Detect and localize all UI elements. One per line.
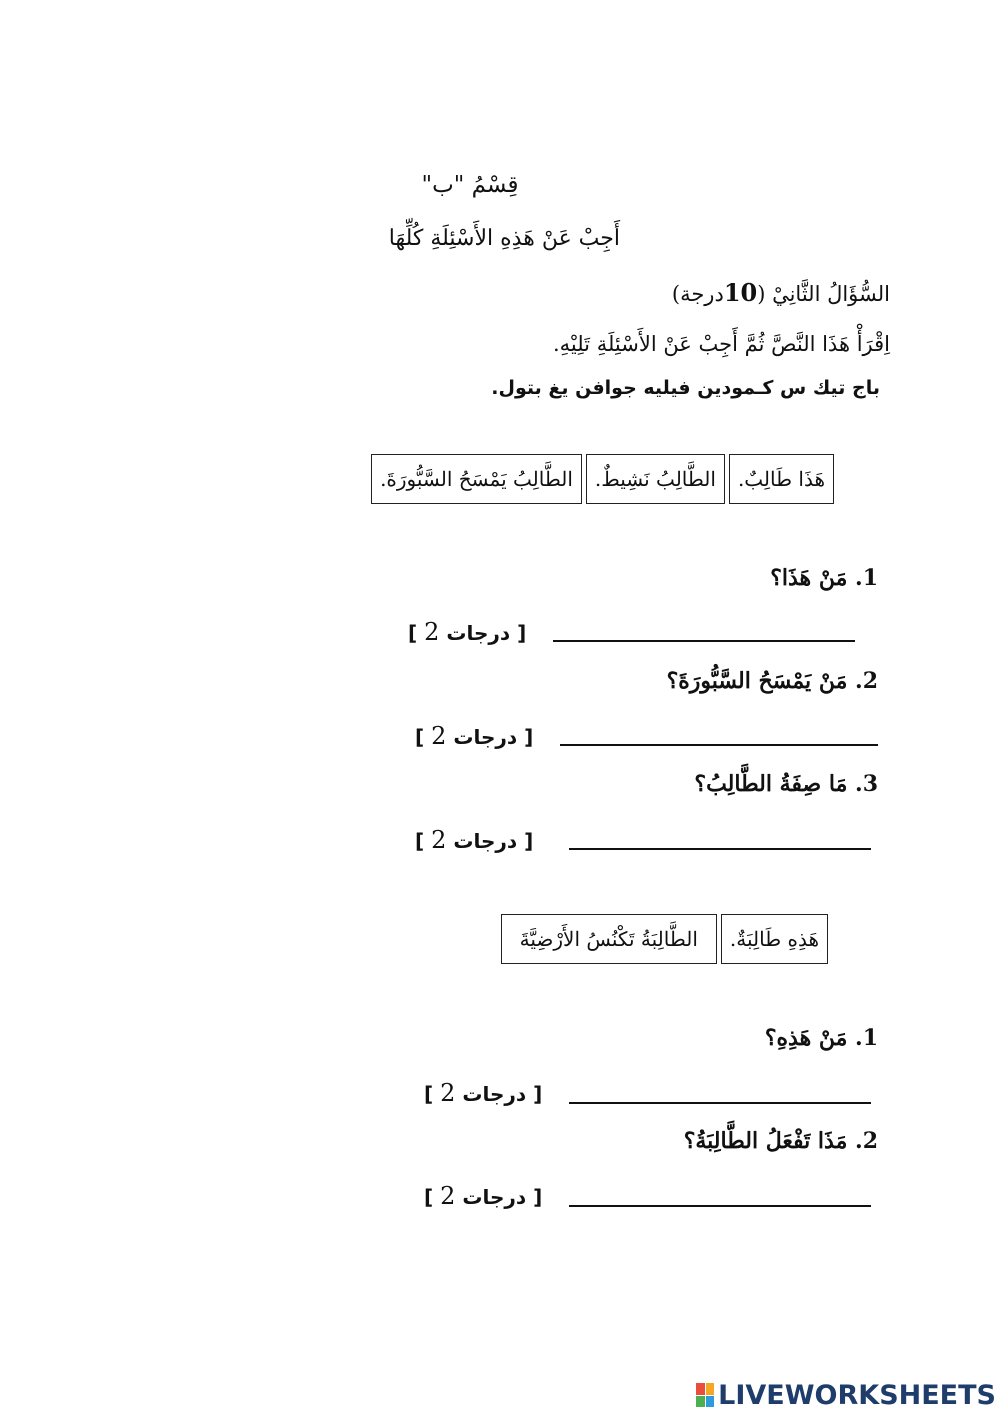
marks-word: درجات xyxy=(453,725,518,749)
answer-field[interactable] xyxy=(560,744,878,746)
question-heading-label: السُّؤَالُ الثَّانِيْ ( xyxy=(757,282,890,306)
question-1-1: 1. مَنْ هَذَا؟ xyxy=(770,565,878,591)
question-heading xyxy=(560,278,890,307)
passage-1-sentence: هَذَا طَالِبٌ. xyxy=(729,454,834,504)
marks-number: 2 xyxy=(440,1182,456,1210)
malay-instruction: باج تيك س كـمودين فيليه جوافن يغ بتول. xyxy=(491,377,880,399)
answer-field[interactable] xyxy=(569,1205,871,1207)
logo-text: LIVEWORKSHEETS xyxy=(718,1379,996,1411)
marks-label: [ درجات 2 ] xyxy=(415,722,534,750)
marks-label: [ درجات 2 ] xyxy=(415,826,534,854)
question-1-2: 2. مَنْ يَمْسَحُ السَّبُّورَةَ؟ xyxy=(666,668,878,694)
general-instruction: أَجِبْ عَنْ هَذِهِ الأَسْئِلَةِ كُلِّهَا xyxy=(388,226,620,251)
marks-word: درجات xyxy=(453,829,518,853)
passage-2-sentence: الطَّالِبَةُ تَكْنُسُ الأَرْضِيَّةَ xyxy=(501,914,717,964)
liveworksheets-logo[interactable] xyxy=(696,1377,996,1413)
answer-field[interactable] xyxy=(569,848,871,850)
question-1-3: 3. مَا صِفَةُ الطَّالِبُ؟ xyxy=(694,771,878,797)
question-2-1: 1. مَنْ هَذِهِ؟ xyxy=(764,1025,878,1051)
passage-1-sentence: الطَّالِبُ يَمْسَحُ السَّبُّورَةَ. xyxy=(371,454,582,504)
marks-number: 2 xyxy=(431,826,447,854)
marks-number: 2 xyxy=(424,618,440,646)
section-title: قِسْمُ "ب" xyxy=(421,172,519,198)
marks-word: درجات xyxy=(446,621,511,645)
question-text: مَذَا تَفْعَلُ الطَّالِبَةُ؟ xyxy=(683,1128,848,1154)
question-text: مَنْ هَذِهِ؟ xyxy=(764,1025,848,1051)
question-number: 3 xyxy=(862,771,878,797)
question-text: مَنْ يَمْسَحُ السَّبُّورَةَ؟ xyxy=(666,668,848,694)
passage-2 xyxy=(501,914,828,964)
marks-number: 2 xyxy=(431,722,447,750)
question-number: 1 xyxy=(862,1025,878,1051)
marks-label: [ درجات 2 ] xyxy=(424,1182,543,1210)
logo-square-red xyxy=(696,1383,705,1395)
question-points-unit: درجة) xyxy=(671,282,724,306)
marks-label: [ درجات 2 ] xyxy=(424,1079,543,1107)
question-text: مَنْ هَذَا؟ xyxy=(770,565,848,591)
marks-word: درجات xyxy=(462,1185,527,1209)
passage-1-sentence: الطَّالِبُ نَشِيطٌ. xyxy=(586,454,725,504)
passage-2-sentence: هَذِهِ طَالِبَةٌ. xyxy=(721,914,828,964)
answer-field[interactable] xyxy=(553,640,855,642)
marks-word: درجات xyxy=(462,1082,527,1106)
logo-square-orange xyxy=(706,1383,715,1395)
liveworksheets-logo-icon xyxy=(696,1383,714,1407)
question-number: 2 xyxy=(862,1128,878,1154)
marks-number: 2 xyxy=(440,1079,456,1107)
question-2-2: 2. مَذَا تَفْعَلُ الطَّالِبَةُ؟ xyxy=(683,1128,878,1154)
question-points: 10 xyxy=(723,278,758,307)
question-number: 1 xyxy=(862,565,878,591)
answer-field[interactable] xyxy=(569,1102,871,1104)
question-number: 2 xyxy=(862,668,878,694)
marks-label: [ درجات 2 ] xyxy=(408,618,527,646)
passage-1 xyxy=(371,454,834,504)
logo-square-blue xyxy=(706,1396,715,1408)
read-instruction: اِقْرَأْ هَذَا النَّصَّ ثُمَّ أَجِبْ عَنْ الأَسْئِلَةِ تَلِيْهِ. xyxy=(552,332,890,356)
question-text: مَا صِفَةُ الطَّالِبُ؟ xyxy=(694,771,848,797)
logo-square-green xyxy=(696,1396,705,1408)
